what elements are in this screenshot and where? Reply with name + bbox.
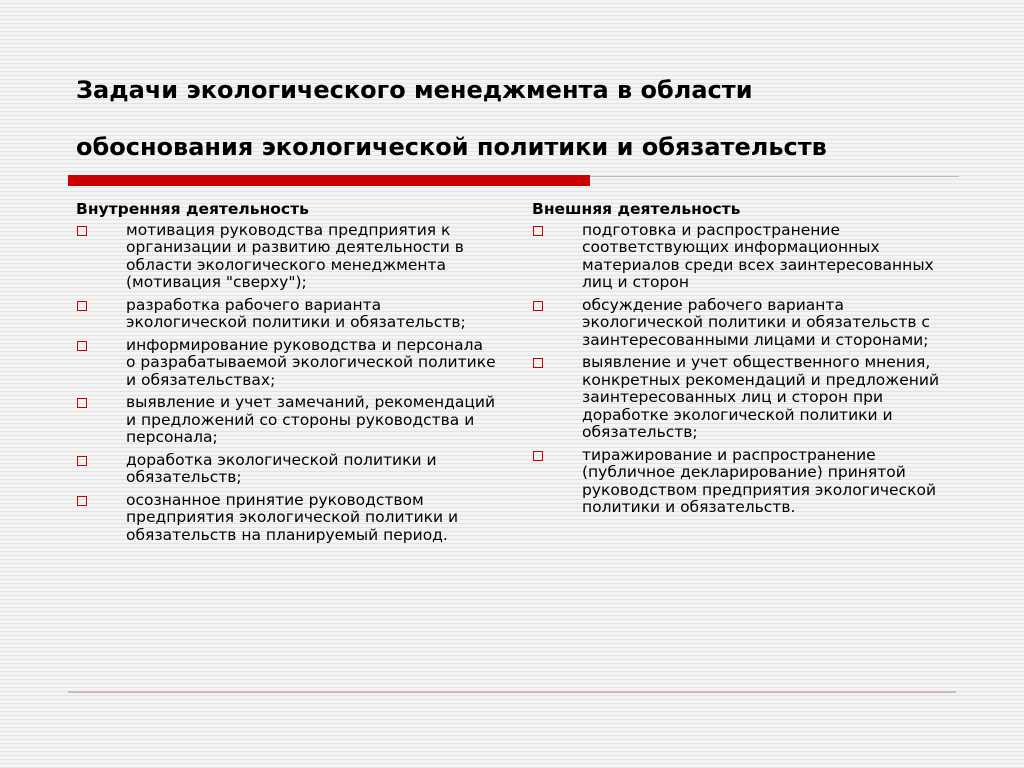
list-item-text: осознанное принятие руководством предприятия экологической политики и обязательств на планируемый период. [126, 490, 459, 544]
hollow-square-icon [77, 341, 87, 351]
list-item-text: разработка рабочего варианта экологической политики и обязательств; [126, 295, 466, 331]
list-item [76, 492, 496, 545]
hollow-square-icon [77, 496, 87, 506]
list-item-text: информирование руководства и персонала о разрабатываемой экологической политике и обязательствах; [126, 335, 496, 389]
hollow-square-icon [77, 398, 87, 408]
hollow-square-icon [77, 456, 87, 466]
footer-divider-line [68, 691, 956, 693]
list-item [76, 394, 496, 447]
list-item [76, 337, 496, 390]
hollow-square-icon [533, 301, 543, 311]
list-item-text: мотивация руководства предприятия к организации и развитию деятельности в области экологического менеджмента (мотивация "сверху"); [126, 220, 464, 291]
external-activity-column [532, 201, 952, 522]
title-accent-bar [68, 175, 590, 186]
list-item-text: обсуждение рабочего варианта экологической политики и обязательств с заинтересованными лицами и сторонами; [582, 295, 930, 349]
slide-title-line: обоснования экологической политики и обязательств [76, 133, 827, 161]
list-item-text: тиражирование и распространение (публичное декларирование) принятой руководством предприятия экологической политики и обязательств. [582, 445, 937, 516]
hollow-square-icon [77, 301, 87, 311]
title-divider-line [590, 176, 959, 177]
list-item-text: доработка экологической политики и обязательств; [126, 450, 437, 486]
list-item [532, 222, 952, 292]
list-item [76, 297, 496, 332]
list-item [76, 452, 496, 487]
list-item [532, 297, 952, 350]
internal-activity-list [76, 222, 496, 545]
list-item-text: выявление и учет общественного мнения, конкретных рекомендаций и предложений заинтересованных лиц и сторон при доработке экологической политики и обязательств; [582, 353, 940, 441]
external-activity-heading: Внешняя деятельность [532, 200, 741, 218]
hollow-square-icon [533, 226, 543, 236]
hollow-square-icon [77, 226, 87, 236]
list-item [532, 354, 952, 442]
list-item-text: выявление и учет замечаний, рекомендаций и предложений со стороны руководства и персонала; [126, 393, 496, 446]
external-activity-list [532, 222, 952, 517]
hollow-square-icon [533, 451, 543, 461]
list-item-text: подготовка и распространение соответствующих информационных материалов среди всех заинтересованных лиц и сторон [582, 220, 934, 291]
hollow-square-icon [533, 358, 543, 368]
list-item [76, 222, 496, 292]
slide-title-line: Задачи экологического менеджмента в области [76, 76, 753, 104]
slide-title [76, 62, 976, 176]
list-item [532, 447, 952, 517]
internal-activity-column [76, 201, 496, 549]
internal-activity-heading: Внутренняя деятельность [76, 200, 309, 218]
